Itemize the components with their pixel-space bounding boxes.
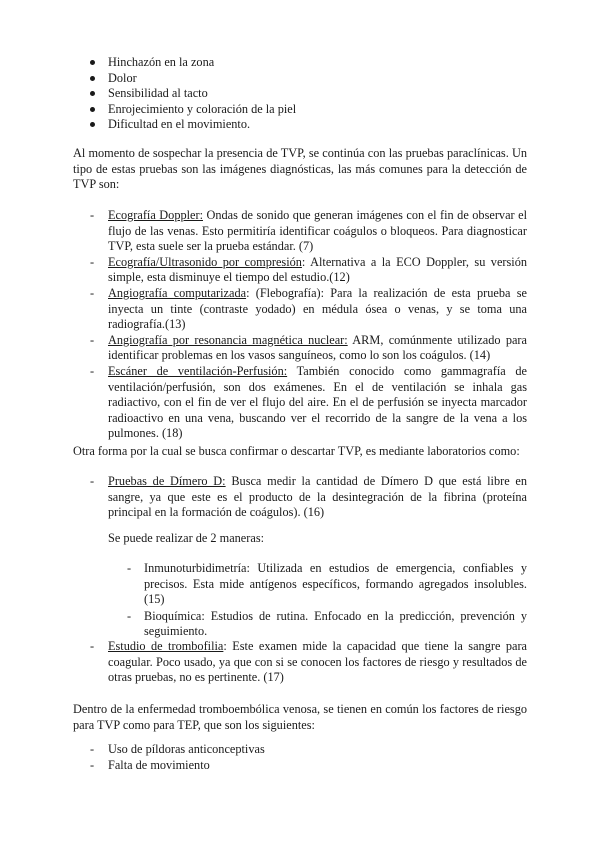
- list-item: [88, 474, 527, 521]
- symptom-list: [86, 55, 526, 133]
- dash-marker: -: [90, 208, 95, 222]
- list-item: [127, 561, 527, 608]
- item-text: Busca medir la cantidad de Dímero D que está libre en sangre, ya que este es el producto de la desintegración de la fibrina (proteína principal en la formación de coágulos). (16): [108, 474, 528, 520]
- list-item: Sensibilidad al tacto: [86, 86, 526, 102]
- list-item: Hinchazón en la zona: [86, 55, 526, 71]
- item-text: : Alternativa a la ECO Doppler, su versión simple, esta disminuye el tiempo del estudio.(12): [108, 254, 527, 285]
- list-item: Dificultad en el movimiento.: [86, 117, 526, 133]
- bullet-icon: [90, 107, 95, 112]
- lab-list: [88, 474, 527, 521]
- item-term: Estudio de trombofilia: [108, 639, 224, 653]
- item-term: Ecografía Doppler:: [108, 208, 203, 222]
- item-text: Inmunoturbidimetría: Utilizada en estudios de emergencia, confiables y precisos. Esta mide antígenos específicos, formando agregados insolubles. (15): [144, 561, 527, 607]
- item-text: Ondas de sonido que generan imágenes con el fin de observar el flujo de las venas. Esto permitiría identificar coágulos o bloqueos. Para diagnosticar TVP, esta suele ser la prueba estándar. (7): [108, 208, 527, 254]
- dash-marker: -: [90, 254, 95, 269]
- item-term: Escáner de ventilación-Perfusión:: [108, 363, 288, 378]
- item-text: : (Flebografía): Para la realización de esta prueba se inyecta un tinte (contraste yodado) en médula ósea o venas, y se toma una radiografía.(13): [108, 285, 527, 332]
- dash-marker: -: [90, 332, 95, 347]
- list-item: [88, 758, 527, 774]
- list-item: [88, 742, 527, 758]
- item-term: Angiografía computarizada: [108, 285, 247, 300]
- item-text: Bioquímica: Estudios de rutina. Enfocado en la predicción, prevención y seguimiento.: [144, 608, 527, 639]
- risk-list: [88, 742, 527, 773]
- trombofilia-list: [88, 639, 527, 686]
- item-text: También conocido como gammagrafía de ventilación/perfusión, son dos exámenes. En el de ventilación se inhala gas radiactivo, con el fin de ver el flujo del aire. En el de perfusión se inyecta marcador radioactivo en una vena, buscando ver el recorrido de la sangre de la vena a los pulmones. (18): [108, 363, 527, 441]
- item-text: Falta de movimiento: [108, 757, 210, 772]
- imaging-list: [88, 208, 527, 442]
- dash-marker: -: [90, 639, 95, 653]
- list-item: [88, 364, 527, 442]
- item-text: ARM, comúnmente utilizado para identificar problemas en los vasos sanguíneos, como lo son los coágulos. (14): [108, 332, 527, 363]
- item-term: Pruebas de Dímero D:: [108, 474, 226, 488]
- list-item: [88, 639, 527, 686]
- dash-marker: -: [90, 363, 95, 378]
- bullet-icon: [90, 76, 95, 81]
- risk-intro-paragraph: Dentro de la enfermedad tromboembólica venosa, se tienen en común los factores de riesgo para TVP como para TEP, que son los siguientes:: [73, 702, 527, 732]
- list-item: Enrojecimiento y coloración de la piel: [86, 102, 526, 118]
- list-item: [88, 333, 527, 364]
- item-term: Ecografía/Ultrasonido por compresión: [108, 254, 302, 269]
- dash-marker: -: [127, 561, 132, 575]
- intro-paragraph: Al momento de sospechar la presencia de TVP, se continúa con las pruebas paraclínicas. Un tipo de estas pruebas son las imágenes diagnósticas, las más comunes para la detección de TVP son:: [73, 146, 527, 192]
- bullet-icon: [90, 122, 95, 127]
- dash-marker: -: [127, 608, 132, 623]
- lab-intro-paragraph: Otra forma por la cual se busca confirmar o descartar TVP, es mediante laboratorios como:: [73, 444, 520, 458]
- item-text: : Este examen mide la capacidad que tiene la sangre para coagular. Poco usado, ya que con si se conocen los factores de riesgo y resultados de otras pruebas, no es pertinente. (17): [108, 639, 527, 685]
- dash-marker: -: [90, 742, 95, 756]
- list-item: [88, 286, 527, 333]
- dash-marker: -: [90, 757, 95, 772]
- dash-marker: -: [90, 285, 95, 300]
- item-text: Uso de píldoras anticonceptivas: [108, 742, 265, 756]
- list-item: [127, 609, 527, 640]
- bullet-icon: [90, 91, 95, 96]
- bullet-icon: [90, 60, 95, 65]
- item-term: Angiografía por resonancia magnética nuclear:: [108, 332, 348, 347]
- list-item: Dolor: [86, 71, 526, 87]
- dash-marker: -: [90, 474, 95, 488]
- maneras-list: [127, 561, 527, 640]
- maneras-label: Se puede realizar de 2 maneras:: [108, 531, 265, 545]
- list-item: [88, 255, 527, 286]
- list-item: [88, 208, 527, 255]
